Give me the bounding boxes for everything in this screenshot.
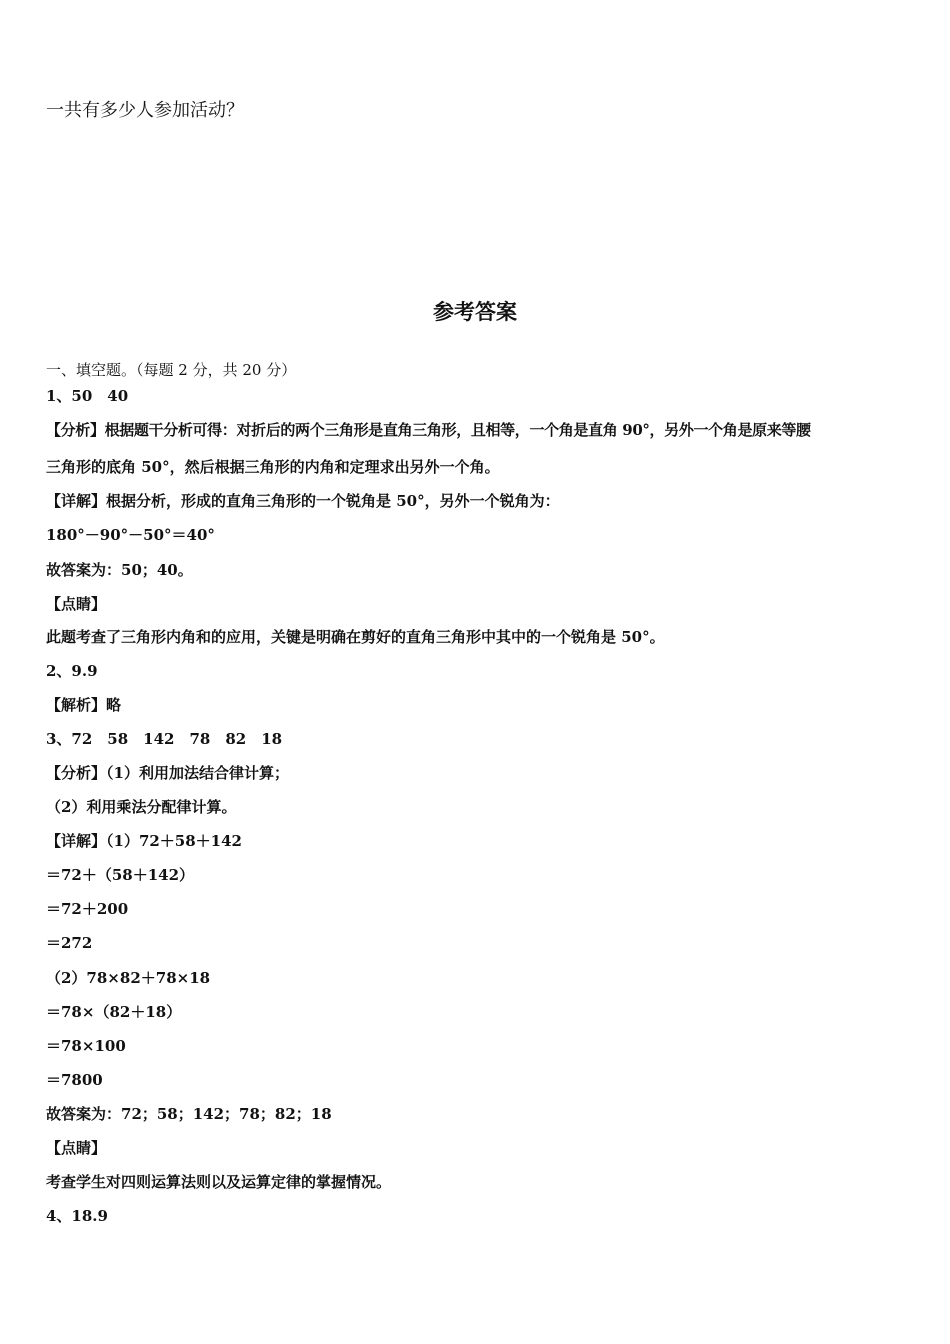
answer-1-analysis-cont: 三角形的底角 50°，然后根据三角形的内角和定理求出另外一个角。 bbox=[46, 458, 500, 476]
answer-1-detail: 【详解】根据分析，形成的直角三角形的一个锐角是 50°，另外一个锐角为： bbox=[46, 492, 560, 510]
answer-2-analysis: 【解析】略 bbox=[46, 696, 122, 714]
answer-3-result: 故答案为：72；58；142；78；82；18 bbox=[46, 1105, 332, 1123]
answers-title: 参考答案 bbox=[433, 300, 517, 324]
answer-3-step-5: ＝78×100 bbox=[46, 1037, 126, 1055]
answer-1-label: 1、50 40 bbox=[46, 387, 129, 405]
answer-1-result: 故答案为：50；40。 bbox=[46, 561, 193, 579]
section-heading-fill-blank: 一、填空题。（每题 2 分，共 20 分） bbox=[46, 361, 297, 379]
question-text: 一共有多少人参加活动？ bbox=[46, 100, 244, 121]
answer-3-step-2: ＝72＋200 bbox=[46, 900, 129, 918]
answer-1-calc: 180°－90°－50°＝40° bbox=[46, 526, 215, 544]
answer-3-step-3: ＝272 bbox=[46, 934, 93, 952]
answer-3-analysis-2: （2）利用乘法分配律计算。 bbox=[46, 798, 237, 816]
answer-1-analysis: 【分析】根据题干分析可得：对折后的两个三角形是直角三角形，且相等，一个角是直角 90°，另外一个角是原来等腰 bbox=[46, 421, 811, 439]
answer-3-label: 3、72 58 142 78 82 18 bbox=[46, 730, 283, 748]
answer-3-step-4: ＝78×（82＋18） bbox=[46, 1003, 182, 1021]
answer-1-note: 此题考查了三角形内角和的应用，关键是明确在剪好的直角三角形中其中的一个锐角是 50°。 bbox=[46, 628, 665, 646]
answer-3-part-2: （2）78×82＋78×18 bbox=[46, 969, 211, 987]
answer-3-note-label: 【点睛】 bbox=[46, 1139, 107, 1157]
answer-3-note: 考查学生对四则运算法则以及运算定律的掌握情况。 bbox=[46, 1173, 392, 1191]
answer-3-analysis: 【分析】（1）利用加法结合律计算； bbox=[46, 764, 289, 782]
answer-3-step-6: ＝7800 bbox=[46, 1071, 103, 1089]
answer-3-step-1: ＝72＋（58＋142） bbox=[46, 866, 195, 884]
answer-3-detail: 【详解】（1）72＋58＋142 bbox=[46, 832, 242, 850]
answer-1-note-label: 【点睛】 bbox=[46, 595, 107, 613]
answer-4-label: 4、18.9 bbox=[46, 1207, 108, 1225]
answer-2-label: 2、9.9 bbox=[46, 662, 98, 680]
